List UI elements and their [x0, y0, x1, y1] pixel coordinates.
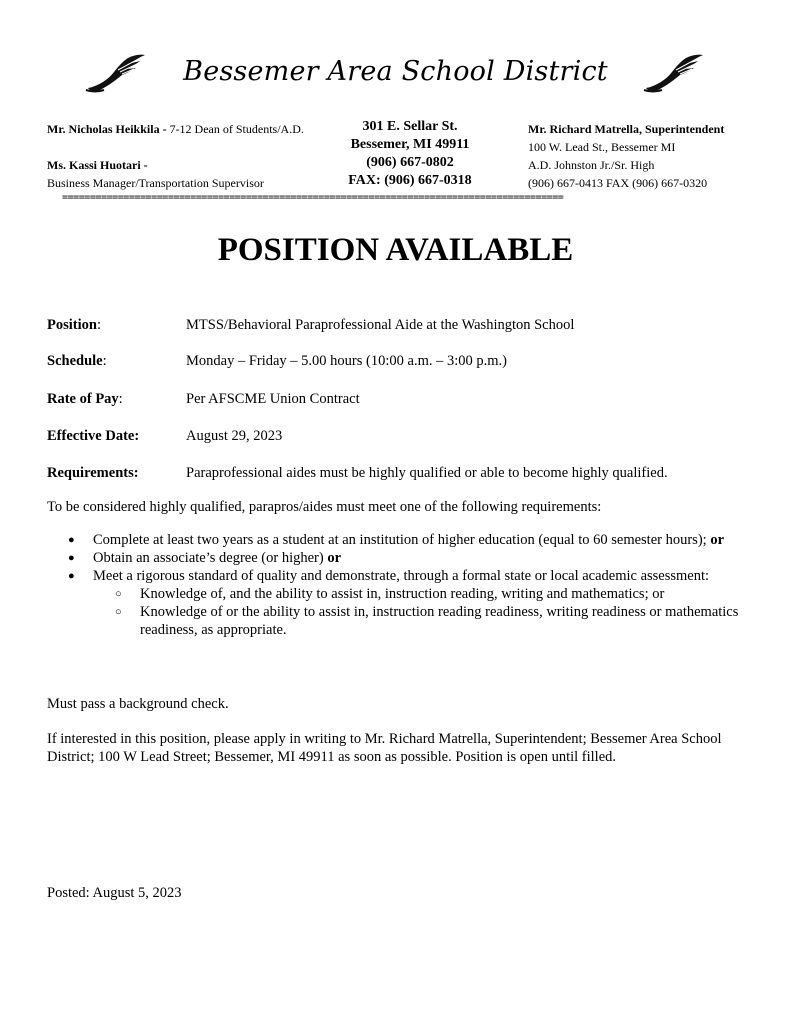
- letterhead-center-block: [330, 118, 490, 190]
- city-address: Bessemer, MI 49911: [350, 137, 470, 152]
- list-item: ○ Knowledge of or the ability to assist in, instruction reading readiness, writing readiness or mathematics readiness, as appropriate.: [93, 603, 747, 639]
- letterhead-left-block: [47, 120, 347, 192]
- superintendent-name: Mr. Richard Matrella, Superintendent: [528, 122, 725, 136]
- background-check-note: Must pass a background check.: [47, 696, 229, 712]
- application-instructions: If interested in this position, please apply in writing to Mr. Richard Matrella, Superintendent; Bessemer Area School District; 100 W Lead Street; Bessemer, MI 49911 as soon as possible. Position is open until filled.: [47, 731, 722, 765]
- requirements-label: Requirements:: [47, 465, 139, 481]
- letterhead-right-block: [528, 120, 768, 192]
- schedule-label: Schedule:: [47, 353, 107, 369]
- letterhead-logo-row: [0, 50, 791, 102]
- rate-value: Per AFSCME Union Contract: [186, 391, 360, 407]
- list-item: ● Obtain an associate’s degree (or higher) or: [47, 549, 747, 567]
- requirements-value: Paraprofessional aides must be highly qualified or able to become highly qualified.: [186, 465, 668, 481]
- district-fax: FAX: (906) 667-0318: [348, 173, 472, 188]
- dean-title: 7-12 Dean of Students/A.D.: [166, 122, 304, 136]
- street-address: 301 E. Sellar St.: [362, 119, 458, 134]
- manager-title: Business Manager/Transportation Supervisor: [47, 176, 264, 190]
- school-name: A.D. Johnston Jr./Sr. High: [528, 158, 655, 172]
- requirements-list: [47, 531, 747, 639]
- district-phone: (906) 667-0802: [366, 155, 454, 170]
- effective-date-label: Effective Date:: [47, 428, 140, 444]
- requirements-intro: To be considered highly qualified, parapros/aides must meet one of the following requirements:: [47, 499, 602, 515]
- manager-name: Ms. Kassi Huotari -: [47, 158, 148, 172]
- district-name: Bessemer Area School District: [183, 56, 608, 87]
- page-title: POSITION AVAILABLE: [217, 232, 574, 268]
- superintendent-address: 100 W. Lead St., Bessemer MI: [528, 140, 676, 154]
- posted-date: Posted: August 5, 2023: [47, 885, 182, 901]
- list-item: ○ Knowledge of, and the ability to assist in, instruction reading, writing and mathematics; or: [93, 585, 747, 603]
- position-label: Position:: [47, 317, 101, 333]
- position-value: MTSS/Behavioral Paraprofessional Aide at the Washington School: [186, 317, 575, 333]
- dean-name: Mr. Nicholas Heikkila -: [47, 122, 167, 136]
- assessment-sublist: [93, 585, 747, 639]
- effective-date-value: August 29, 2023: [186, 428, 283, 444]
- schedule-value: Monday – Friday – 5.00 hours (10:00 a.m. – 3:00 p.m.): [186, 353, 507, 369]
- list-item: ● Meet a rigorous standard of quality and demonstrate, through a formal state or local academic assessment: ○ Knowledge of, and the ability to assist in, instruction reading, writing and mathematics; or ○ Knowledge of or the ability to assist in, instruction reading readiness, writing readiness or mathematics readiness, as appropriate.: [47, 567, 747, 639]
- school-phone-fax: (906) 667-0413 FAX (906) 667-0320: [528, 176, 708, 190]
- rate-label: Rate of Pay:: [47, 391, 123, 407]
- winged-foot-icon: [640, 50, 706, 94]
- dean-line: [47, 120, 347, 138]
- header-divider: ==========================================================================================: [62, 192, 564, 203]
- list-item: ● Complete at least two years as a student at an institution of higher education (equal to 60 semester hours); or: [47, 531, 747, 549]
